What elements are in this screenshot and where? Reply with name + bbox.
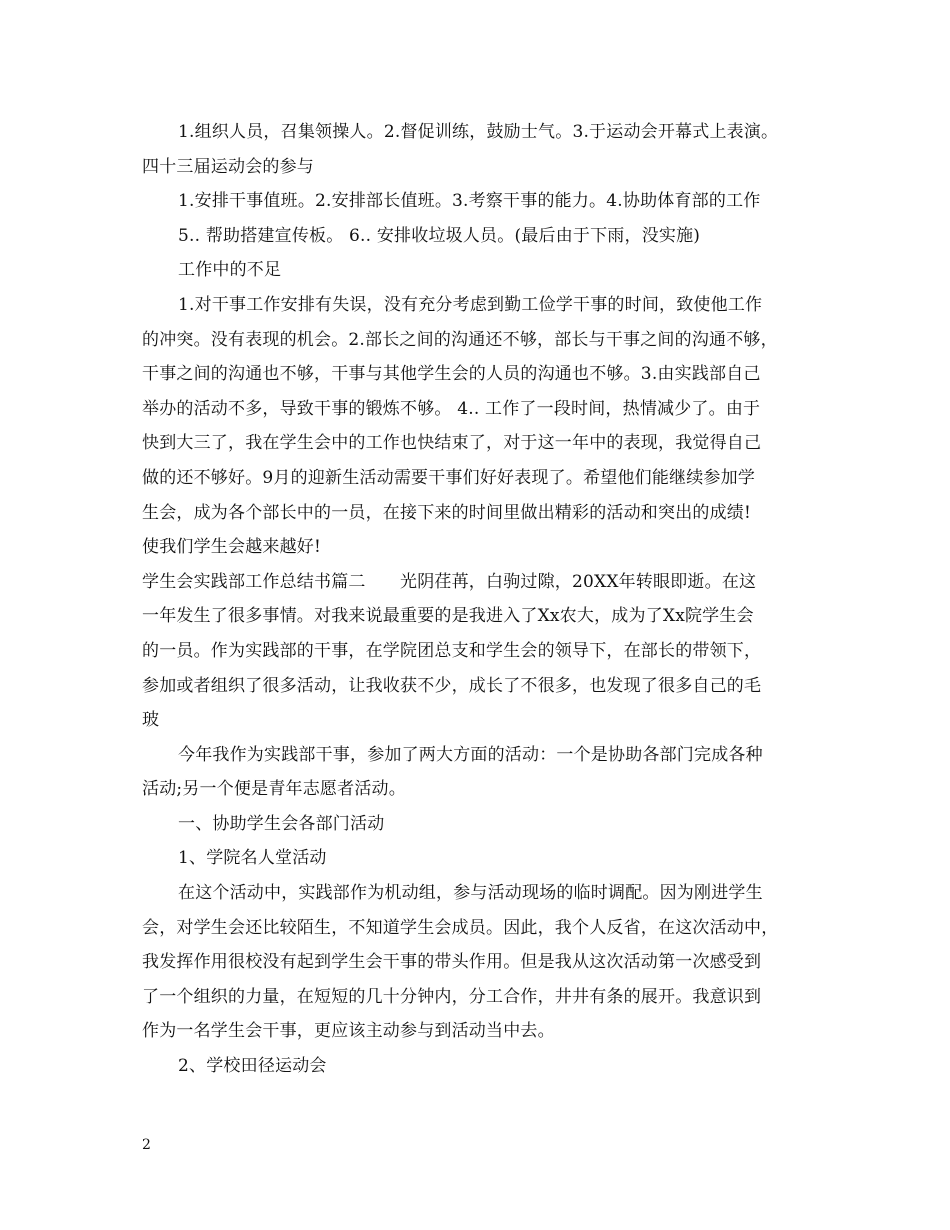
paragraph-line: 使我们学生会越来越好! bbox=[142, 537, 322, 558]
paragraph-line: 一年发生了很多事情。对我来说最重要的是我进入了Xx农大，成为了Xx院学生会 bbox=[142, 606, 754, 627]
section-heading: 工作中的不足 bbox=[178, 260, 282, 281]
subsection-heading: 1、学院名人堂活动 bbox=[178, 848, 327, 869]
paragraph-line: 1.安排干事值班。2.安排部长值班。3.考察干事的能力。4.协助体育部的工作 bbox=[178, 191, 761, 212]
paragraph-line: 干事之间的沟通也不够，干事与其他学生会的人员的沟通也不够。3.由实践部自己 bbox=[142, 364, 761, 385]
paragraph-line: 会，对学生会还比较陌生，不知道学生会成员。因此，我个人反省，在这次活动中， bbox=[142, 917, 779, 938]
document-page bbox=[142, 115, 812, 1084]
paragraph-line: 快到大三了，我在学生会中的工作也快结束了，对于这一年中的表现，我觉得自己 bbox=[142, 433, 762, 454]
paragraph-line: 学生会实践部工作总结书篇二 光阴荏苒，白驹过隙，20XX年转眼即逝。在这 bbox=[142, 571, 757, 592]
subsection-heading: 2、学校田径运动会 bbox=[178, 1056, 327, 1077]
paragraph-line: 5.. 帮助搭建宣传板。 6.. 安排收垃圾人员。(最后由于下雨，没实施) bbox=[178, 225, 701, 246]
paragraph-line: 了一个组织的力量，在短短的几十分钟内，分工合作，井井有条的展开。我意识到 bbox=[142, 986, 762, 1007]
paragraph-line: 我发挥作用很校没有起到学生会干事的带头作用。但是我从这次活动第一次感受到 bbox=[142, 952, 762, 973]
paragraph-line: 在这个活动中，实践部作为机动组，参与活动现场的临时调配。因为刚进学生 bbox=[178, 883, 763, 904]
paragraph-line: 1.组织人员，召集领操人。2.督促训练，鼓励士气。3.于运动会开幕式上表演。 bbox=[178, 122, 779, 142]
paragraph-line: 生会，成为各个部长中的一员，在接下来的时间里做出精彩的活动和突出的成绩! bbox=[142, 502, 752, 523]
paragraph-line: 今年我作为实践部干事，参加了两大方面的活动：一个是协助各部门完成各种 bbox=[178, 744, 763, 765]
paragraph-line: 参加或者组织了很多活动，让我收获不少，成长了不很多，也发现了很多自己的毛 bbox=[142, 675, 762, 696]
paragraph-line: 做的还不够好。9月的迎新生活动需要干事们好好表现了。希望他们能继续参加学 bbox=[142, 467, 756, 488]
paragraph-line: 的一员。作为实践部的干事，在学院团总支和学生会的领导下，在部长的带领下， bbox=[142, 640, 762, 661]
paragraph-line: 举办的活动不多，导致干事的锻炼不够。 4.. 工作了一段时间，热情减少了。由于 bbox=[142, 398, 761, 419]
paragraph-line: 的冲突。没有表现的机会。2.部长之间的沟通还不够，部长与干事之间的沟通不够， bbox=[142, 329, 778, 350]
paragraph-line: 活动;另一个便是青年志愿者活动。 bbox=[142, 779, 406, 800]
section-heading: 一、协助学生会各部门活动 bbox=[178, 813, 385, 834]
paragraph-line: 玻 bbox=[142, 710, 160, 731]
paragraph-line: 1.对干事工作安排有失误，没有充分考虑到勤工俭学干事的时间，致使他工作 bbox=[178, 294, 763, 315]
paragraph-line: 四十三届运动会的参与 bbox=[142, 156, 314, 177]
paragraph-line: 作为一名学生会干事，更应该主动参与到活动当中去。 bbox=[142, 1021, 555, 1042]
page-number: 2 bbox=[142, 1137, 151, 1153]
